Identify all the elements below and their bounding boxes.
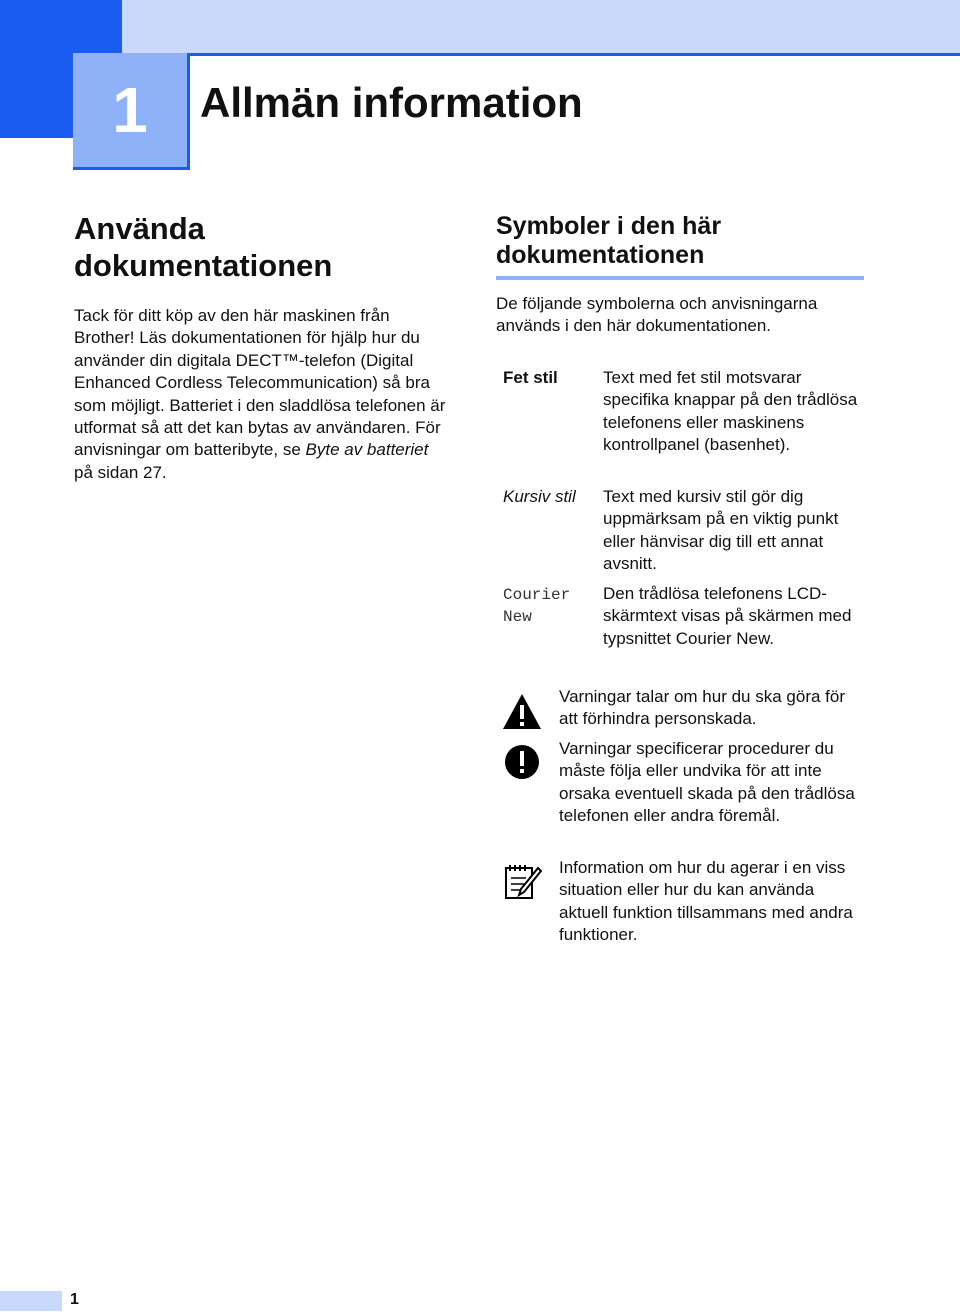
- intro-paragraph: [74, 305, 449, 484]
- footer-bar: [0, 1291, 62, 1311]
- symbol-desc-bold: Text med fet stil motsvarar specifika knappar på den trådlösa telefonens eller maskinens kontrollpanel (basenhet).: [603, 368, 858, 455]
- note-info-text: Information om hur du agerar i en viss situation eller hur du kan använda aktuell funktion tillsammans med andra funktioner.: [559, 858, 853, 945]
- chapter-number-box: [73, 53, 190, 170]
- symbol-term-courier: Courier New: [503, 586, 571, 627]
- note-pencil-icon: [502, 862, 542, 902]
- caution-circle-icon: [504, 744, 540, 780]
- symbol-desc-italic: Text med kursiv stil gör dig uppmärksam på en viktig punkt eller hänvisar dig till ett annat avsnitt.: [603, 487, 839, 574]
- symbol-term-bold: Fet stil: [503, 368, 558, 387]
- battery-reference-link[interactable]: Byte av batteriet: [305, 440, 429, 460]
- note-caution-text: Varningar specificerar procedurer du måste följa eller undvika för att inte orsaka eventuell skada på den trådlösa telefonen eller andra föremål.: [559, 739, 855, 826]
- chapter-number: 1: [112, 74, 148, 146]
- symbol-term-italic: Kursiv stil: [503, 487, 576, 506]
- note-warning-text: Varningar talar om hur du ska göra för att förhindra personskada.: [559, 687, 845, 729]
- heading-underline: [496, 276, 864, 280]
- chapter-rule: [190, 53, 960, 56]
- symbols-intro: De följande symbolerna och anvisningarna används i den här dokumentationen.: [496, 294, 818, 336]
- intro-text: Tack för ditt köp av den här maskinen från Brother! Läs dokumentationen för hjälp hur du använder din digitala DECT™-telefon (Digital Enhanced Cordless Telecommunication) så bra som möjligt. Batteriet i den sladdlösa telefonen är utformat så att det kan bytas av användaren. För anvisningar om batteribyte, se: [74, 306, 446, 460]
- symbol-desc-courier: Den trådlösa telefonens LCD-skärmtext visas på skärmen med typsnittet Courier New.: [603, 584, 852, 648]
- chapter-title: Allmän information: [200, 79, 583, 126]
- warning-triangle-icon: [502, 692, 542, 732]
- intro-text-end: på sidan 27.: [74, 462, 167, 482]
- section-heading-symbols: Symboler i den här dokumentationen: [496, 212, 722, 269]
- page-number: 1: [70, 1291, 79, 1308]
- header-light-band: [122, 0, 960, 53]
- section-heading-using-docs: Använda dokumentationen: [74, 211, 333, 283]
